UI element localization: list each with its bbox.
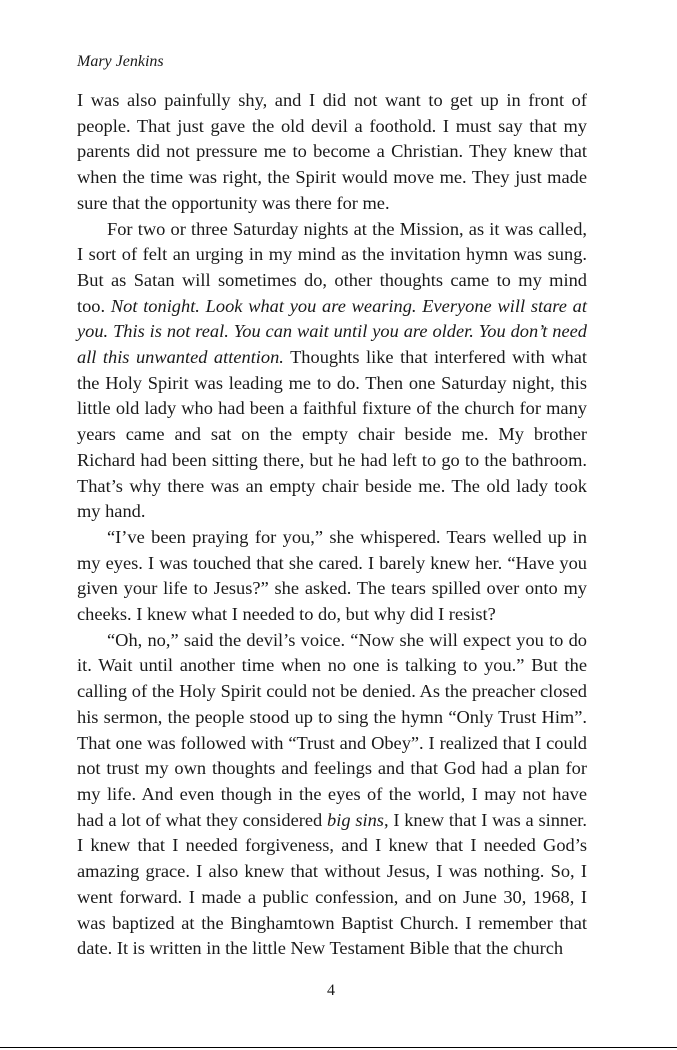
paragraph — [77, 88, 587, 217]
text-run: “I’ve been praying for you,” she whispered. Tears welled up in my eyes. I was touched that she cared. I barely knew her. “Have you given your life to Jesus?” she asked. The tears spilled over onto my cheeks. I knew what I needed to do, but why did I resist? — [77, 526, 587, 625]
text-run: , I knew that I was a sinner. I knew that I needed forgiveness, and I knew that I needed God’s amazing grace. I also knew that without Jesus, I was nothing. So, I went forward. I made a public confession, and on June 30, 1968, I was baptized at the Binghamtown Baptist Church. I remember that date. It is written in the little New Testament Bible that the church — [77, 809, 587, 959]
italic-text-run: Not tonight. Look what you are wearing. Everyone will stare at you. This is not real. You can wait until you are older. You don’t need all this unwanted attention. — [77, 295, 587, 368]
paragraph — [77, 525, 587, 628]
page-number: 4 — [327, 982, 335, 999]
italic-text-run: big sins — [327, 809, 384, 830]
paragraph — [77, 628, 587, 962]
text-run: I was also painfully shy, and I did not want to get up in front of people. That just gave the old devil a foothold. I must say that my parents did not pressure me to become a Christian. They knew that when the time was right, the Spirit would move me. They just made sure that the opportunity was there for me. — [77, 90, 587, 213]
text-run: “Oh, no,” said the devil’s voice. “Now she will expect you to do it. Wait until another time when no one is talking to you.” But the calling of the Holy Spirit could not be denied. As the preacher closed his sermon, the people stood up to sing the hymn “Only Trust Him”. That one was followed with “Trust and Obey”. I realized that I could not trust my own thoughts and feelings and that God had a plan for my life. And even though in the eyes of the world, I may not have had a lot of what they considered — [77, 629, 587, 830]
body-text — [77, 88, 587, 962]
bottom-rule — [0, 1047, 677, 1048]
paragraph — [77, 217, 587, 525]
running-head: Mary Jenkins — [77, 53, 164, 70]
text-run: Thoughts like that interfered with what the Holy Spirit was leading me to do. Then one Saturday night, this little old lady who had been a faithful fixture of the church for many years came and sat on the empty chair beside me. My brother Richard had been sitting there, but he had left to go to the bathroom. That’s why there was an empty chair beside me. The old lady took my hand. — [77, 347, 587, 522]
text-run: For two or three Saturday nights at the Mission, as it was called, I sort of felt an urging in my mind as the invitation hymn was sung. But as Satan will sometimes do, other thoughts came to my mind too. — [77, 218, 587, 316]
